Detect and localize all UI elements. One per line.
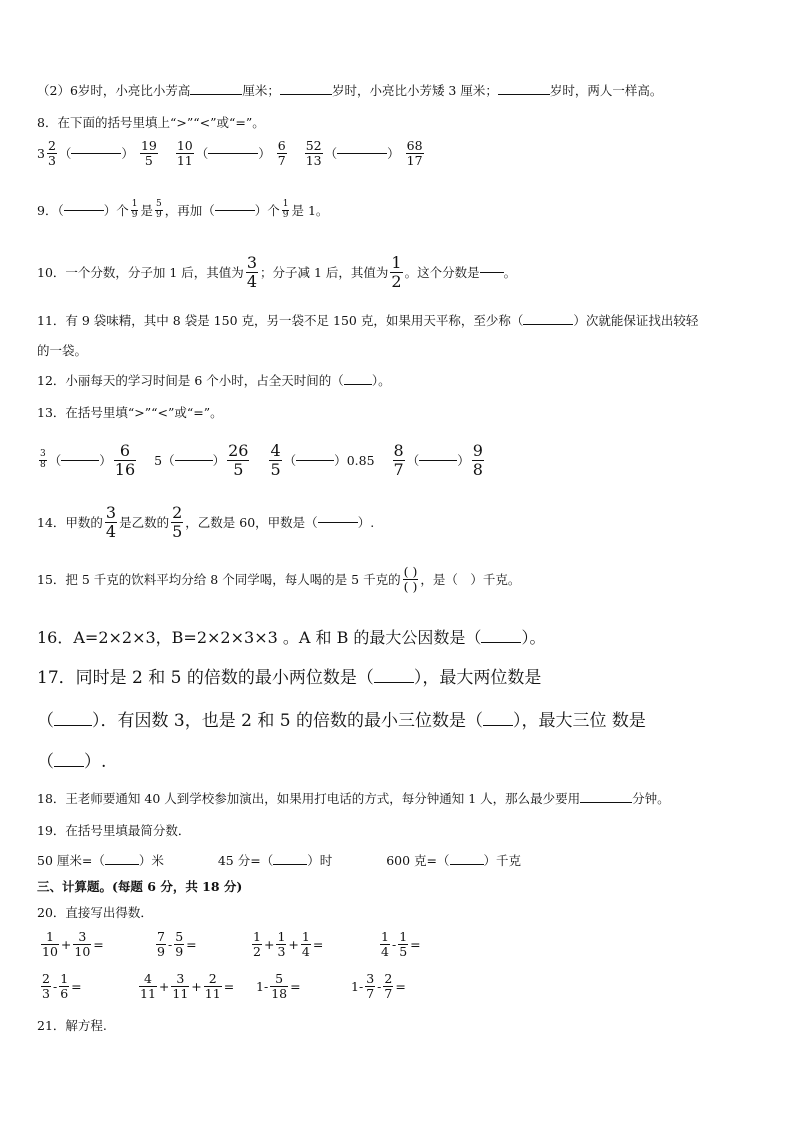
fraction: $\frac{2}{7}$ <box>384 971 393 1001</box>
fraction: $\frac{3}{4}$ <box>105 503 117 541</box>
operator: - <box>52 978 58 994</box>
operator: = <box>71 978 82 994</box>
q17-line2: （ ）．有因数 3，也是 2 和 5 的倍数的最小三位数是（ ），最大三位 数是 <box>37 711 646 731</box>
operator: + <box>288 936 299 952</box>
operator: 1- <box>351 978 364 994</box>
fraction: $\frac{26}{5}$ <box>228 441 249 479</box>
operator: = <box>186 936 197 952</box>
answer-blank[interactable] <box>175 460 213 461</box>
fraction: $\frac{3}{10}$ <box>74 929 91 959</box>
fraction: $\frac{2}{3}$ <box>42 971 50 1001</box>
fraction: $\frac{1}{2}$ <box>391 253 402 291</box>
fraction: $\frac{1}{4}$ <box>381 929 389 959</box>
operator: = <box>410 936 421 952</box>
answer-blank[interactable] <box>580 802 632 803</box>
answer-blank[interactable] <box>208 153 258 154</box>
fraction: $\frac{2}{3}$ <box>47 138 56 168</box>
answer-blank[interactable] <box>61 460 99 461</box>
answer-blank[interactable] <box>280 94 332 95</box>
answer-blank[interactable] <box>190 94 242 95</box>
fraction: $\frac{3}{8}$ <box>40 448 46 470</box>
fraction: $\frac{6}{16}$ <box>114 441 136 479</box>
answer-blank[interactable] <box>54 766 84 767</box>
fraction: $\frac{4}{11}$ <box>140 971 156 1001</box>
answer-blank[interactable] <box>215 210 255 211</box>
fraction: $\frac{1}{9}$ <box>282 199 289 220</box>
q12-line: 12．小丽每天的学习时间是 6 个小时，占全天时间的（ ）。 <box>37 373 391 388</box>
answer-blank[interactable] <box>296 460 334 461</box>
q11-line1: 11．有 9 袋味精，其中 8 袋是 150 克，另一袋不足 150 克，如果用天平称，至少称（ ）次就能保证找出较轻 <box>37 313 699 328</box>
fraction: $\frac{9}{8}$ <box>472 441 483 479</box>
q14-line: 14．甲数的 $\frac{3}{4}$ 是乙数的 $\frac{2}{5}$ ，乙数是 60，甲数是（ ）. <box>37 503 375 541</box>
operator: + <box>158 978 170 994</box>
q9-line: 9．（ ）个 $\frac{1}{9}$ 是 $\frac{5}{9}$ ，再加（ ）个 $\frac{1}{9}$ 是 1。 <box>37 199 329 220</box>
operator: - <box>391 936 397 952</box>
q17-line3: （ ）. <box>37 752 107 772</box>
fraction: $\frac{1}{9}$ <box>131 199 138 220</box>
answer-blank[interactable] <box>374 682 414 683</box>
expression <box>351 972 406 1001</box>
fraction: $\frac{1}{5}$ <box>399 929 408 959</box>
answer-blank[interactable] <box>523 324 573 325</box>
expression <box>250 930 323 959</box>
fraction: $\frac{6}{7}$ <box>277 138 286 168</box>
expression <box>39 972 82 1001</box>
operator: + <box>263 936 275 952</box>
fraction: $\frac{1}{2}$ <box>253 929 261 959</box>
answer-blank[interactable] <box>273 864 307 865</box>
q8-title: 8．在下面的括号里填上“>”“<”或“=”。 <box>37 115 265 130</box>
answer-blank[interactable] <box>318 522 358 523</box>
fraction: $\frac{1}{6}$ <box>60 971 69 1001</box>
q7-line: （2）6岁时，小亮比小芳高 厘米； 岁时，小亮比小芳矮 3 厘米； 岁时，两人一样高。 <box>37 83 663 98</box>
q19-row: 50 厘米=（ ）米 45 分=（ ）时 600 克=（ ）千克 <box>37 853 522 868</box>
operator: = <box>312 936 324 952</box>
fraction: $\frac{7}{9}$ <box>157 929 165 959</box>
fraction: $\frac{68}{17}$ <box>406 138 423 168</box>
answer-blank[interactable] <box>450 864 484 865</box>
fraction: $\frac{52}{13}$ <box>305 138 322 168</box>
expression <box>39 930 104 959</box>
fraction: $\frac{5}{9}$ <box>175 929 184 959</box>
answer-blank[interactable] <box>64 210 104 211</box>
q21-title: 21．解方程. <box>37 1018 107 1033</box>
fraction: $\frac{2}{11}$ <box>204 971 221 1001</box>
fraction: $\frac{3}{7}$ <box>366 971 375 1001</box>
q10-line: 10．一个分数，分子加 1 后，其值为 $\frac{3}{4}$ ；分子减 1 后，其值为 $\frac{1}{2}$ 。这个分数是 。 <box>37 253 517 291</box>
operator: = <box>93 936 104 952</box>
answer-blank[interactable] <box>337 153 387 154</box>
operator: = <box>395 978 406 994</box>
answer-blank[interactable] <box>71 153 121 154</box>
q15-line: 15．把 5 千克的饮料平均分给 8 个同学喝，每人喝的是 5 千克的 $\frac{( )}{( )}$ ，是（ ）千克。 <box>37 564 521 594</box>
operator: 1- <box>256 978 269 994</box>
q16-line: 16．A=2×2×3，B=2×2×3×3 。A 和 B 的最大公因数是（ ）。 <box>37 628 546 647</box>
operator: + <box>60 936 72 952</box>
answer-blank[interactable] <box>498 94 550 95</box>
answer-blank[interactable] <box>481 642 521 643</box>
expression <box>378 930 421 959</box>
fraction: $\frac{2}{5}$ <box>172 503 183 541</box>
expression <box>154 930 197 959</box>
operator: = <box>223 978 235 994</box>
fraction: $\frac{19}{5}$ <box>140 138 157 168</box>
q17-line1: 17．同时是 2 和 5 的倍数的最小两位数是（ ），最大两位数是 <box>37 668 542 688</box>
fraction: $\frac{8}{7}$ <box>393 441 404 479</box>
fraction: $\frac{1}{10}$ <box>42 929 58 959</box>
operator: - <box>167 936 173 952</box>
fraction: $\frac{5}{9}$ <box>155 199 162 220</box>
fraction: $\frac{4}{5}$ <box>270 441 281 479</box>
fraction: $\frac{( )}{( )}$ <box>403 564 418 594</box>
operator: = <box>290 978 301 994</box>
expression <box>137 972 234 1001</box>
answer-blank[interactable] <box>344 384 372 385</box>
answer-blank[interactable] <box>480 272 504 273</box>
fraction: $\frac{1}{3}$ <box>277 929 286 959</box>
q19-title: 19．在括号里填最简分数． <box>37 823 191 838</box>
answer-blank[interactable] <box>483 725 513 726</box>
section-title: 三、计算题。(每题 6 分，共 18 分) <box>37 879 243 894</box>
fraction: $\frac{3}{4}$ <box>246 253 257 291</box>
fraction: $\frac{10}{11}$ <box>176 138 193 168</box>
answer-blank[interactable] <box>105 864 139 865</box>
expression <box>256 972 301 1001</box>
fraction: $\frac{1}{4}$ <box>301 929 310 959</box>
operator: - <box>377 978 382 994</box>
answer-blank[interactable] <box>54 725 92 726</box>
fraction: $\frac{3}{11}$ <box>172 971 189 1001</box>
operator: + <box>191 978 202 994</box>
answer-blank[interactable] <box>419 460 457 461</box>
q20-title: 20．直接写出得数． <box>37 905 153 920</box>
q18-line: 18．王老师要通知 40 人到学校参加演出，如果用打电话的方式，每分钟通知 1 人，那么最少要用 分钟。 <box>37 791 670 806</box>
fraction: $\frac{5}{18}$ <box>271 971 288 1001</box>
q13-row: $\frac{3}{8}$ （ ） $\frac{6}{16}$ 5 （ ） $\frac{26}{5}$ $\frac{4}{5}$ （ ） 0.85 $\frac{8}{7}$ （ ） $\frac{9}{8}$ <box>40 441 483 479</box>
q11-line2: 的一袋。 <box>37 343 88 358</box>
q13-title: 13．在括号里填“>”“<”或“=”。 <box>37 405 223 420</box>
q8-row: 3 $\frac{2}{3}$ （ ） $\frac{19}{5}$ $\frac{10}{11}$ （ ） $\frac{6}{7}$ $\frac{52}{13}$ （ ） $\frac{68}{17}$ <box>37 138 423 168</box>
